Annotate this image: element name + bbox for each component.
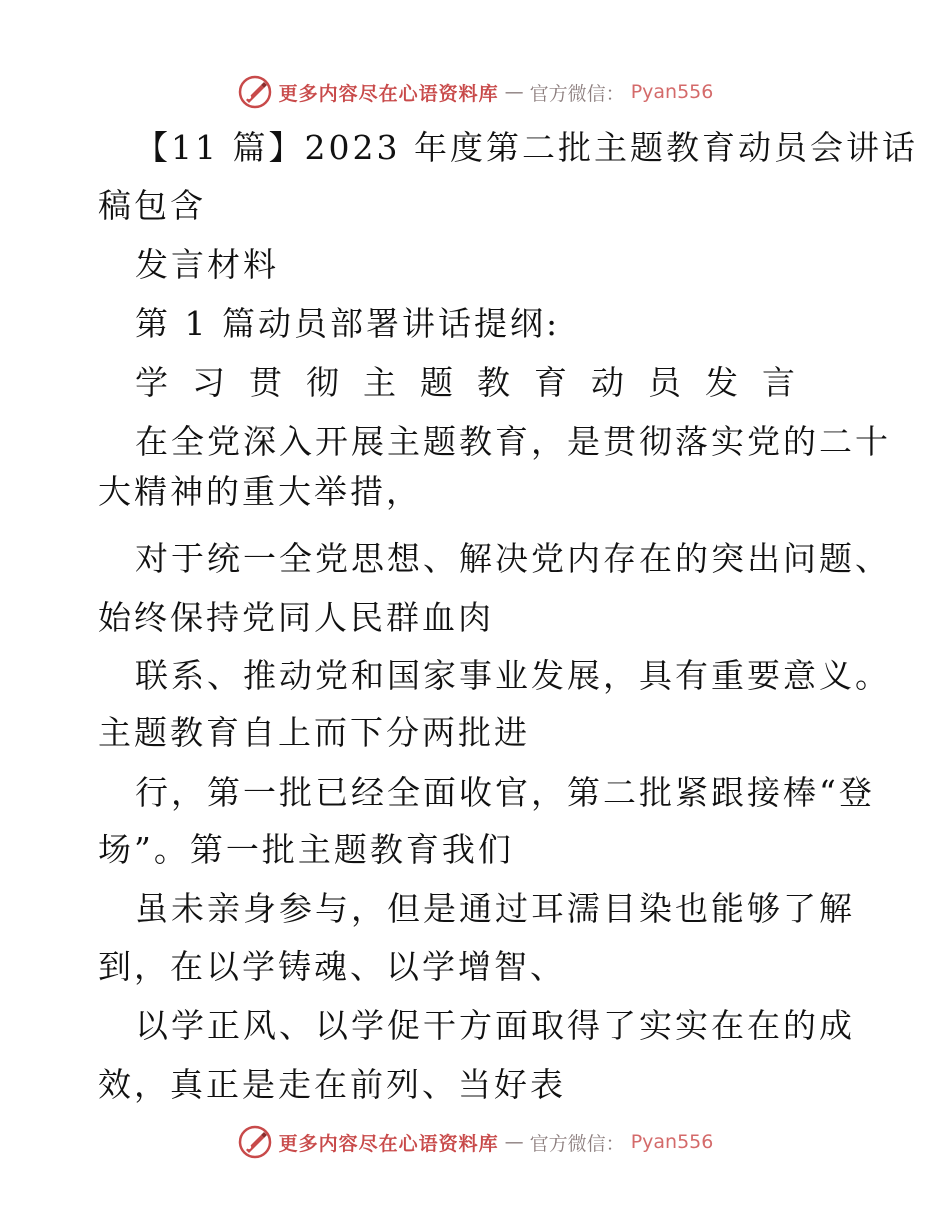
watermark-brand: 更多内容尽在心语资料库 [278, 1132, 499, 1155]
watermark-brand: 更多内容尽在心语资料库 [278, 82, 499, 105]
paragraph-line: 场”。第一批主题教育我们 [98, 830, 514, 869]
watermark-contact-id: Pyan556 [630, 1131, 714, 1153]
watermark-contact-id: Pyan556 [630, 81, 714, 103]
document-title-line-1: 【11 篇】2023 年度第二批主题教育动员会讲话 [135, 128, 918, 167]
document-subtitle: 发言材料 [135, 245, 279, 284]
paragraph-line: 联系、推动党和国家事业发展，具有重要意义。 [135, 656, 891, 695]
footer-watermark [0, 1122, 950, 1162]
paragraph-line: 以学正风、以学促干方面取得了实实在在的成 [135, 1006, 855, 1045]
paragraph-line: 主题教育自上而下分两批进 [98, 713, 530, 752]
paragraph-line: 虽未亲身参与，但是通过耳濡目染也能够了解 [135, 889, 855, 928]
watermark-contact-label: 官方微信： [529, 82, 625, 105]
header-watermark [0, 72, 950, 112]
watermark-dash: — [504, 81, 524, 103]
paragraph-line: 始终保持党同人民群血肉 [98, 598, 494, 637]
paragraph-line: 行，第一批已经全面收官，第二批紧跟接棒“登 [135, 773, 875, 812]
paragraph-line: 到，在以学铸魂、以学增智、 [98, 947, 566, 986]
paragraph-line: 大精神的重大举措， [98, 472, 422, 511]
section-heading: 第 1 篇动员部署讲话提纲: [135, 304, 561, 343]
watermark-contact-label: 官方微信： [529, 1132, 625, 1155]
pen-seal-icon [237, 74, 273, 110]
document-title-line-2: 稿包含 [98, 186, 206, 225]
paragraph-line: 效，真正是走在前列、当好表 [98, 1065, 566, 1104]
paragraph-line: 对于统一全党思想、解决党内存在的突出问题、 [135, 539, 891, 578]
watermark-dash: — [504, 1131, 524, 1153]
section-title: 学习贯彻主题教育动员发言 [135, 363, 819, 402]
pen-seal-icon [237, 1124, 273, 1160]
paragraph-line: 在全党深入开展主题教育，是贯彻落实党的二十 [135, 422, 891, 461]
